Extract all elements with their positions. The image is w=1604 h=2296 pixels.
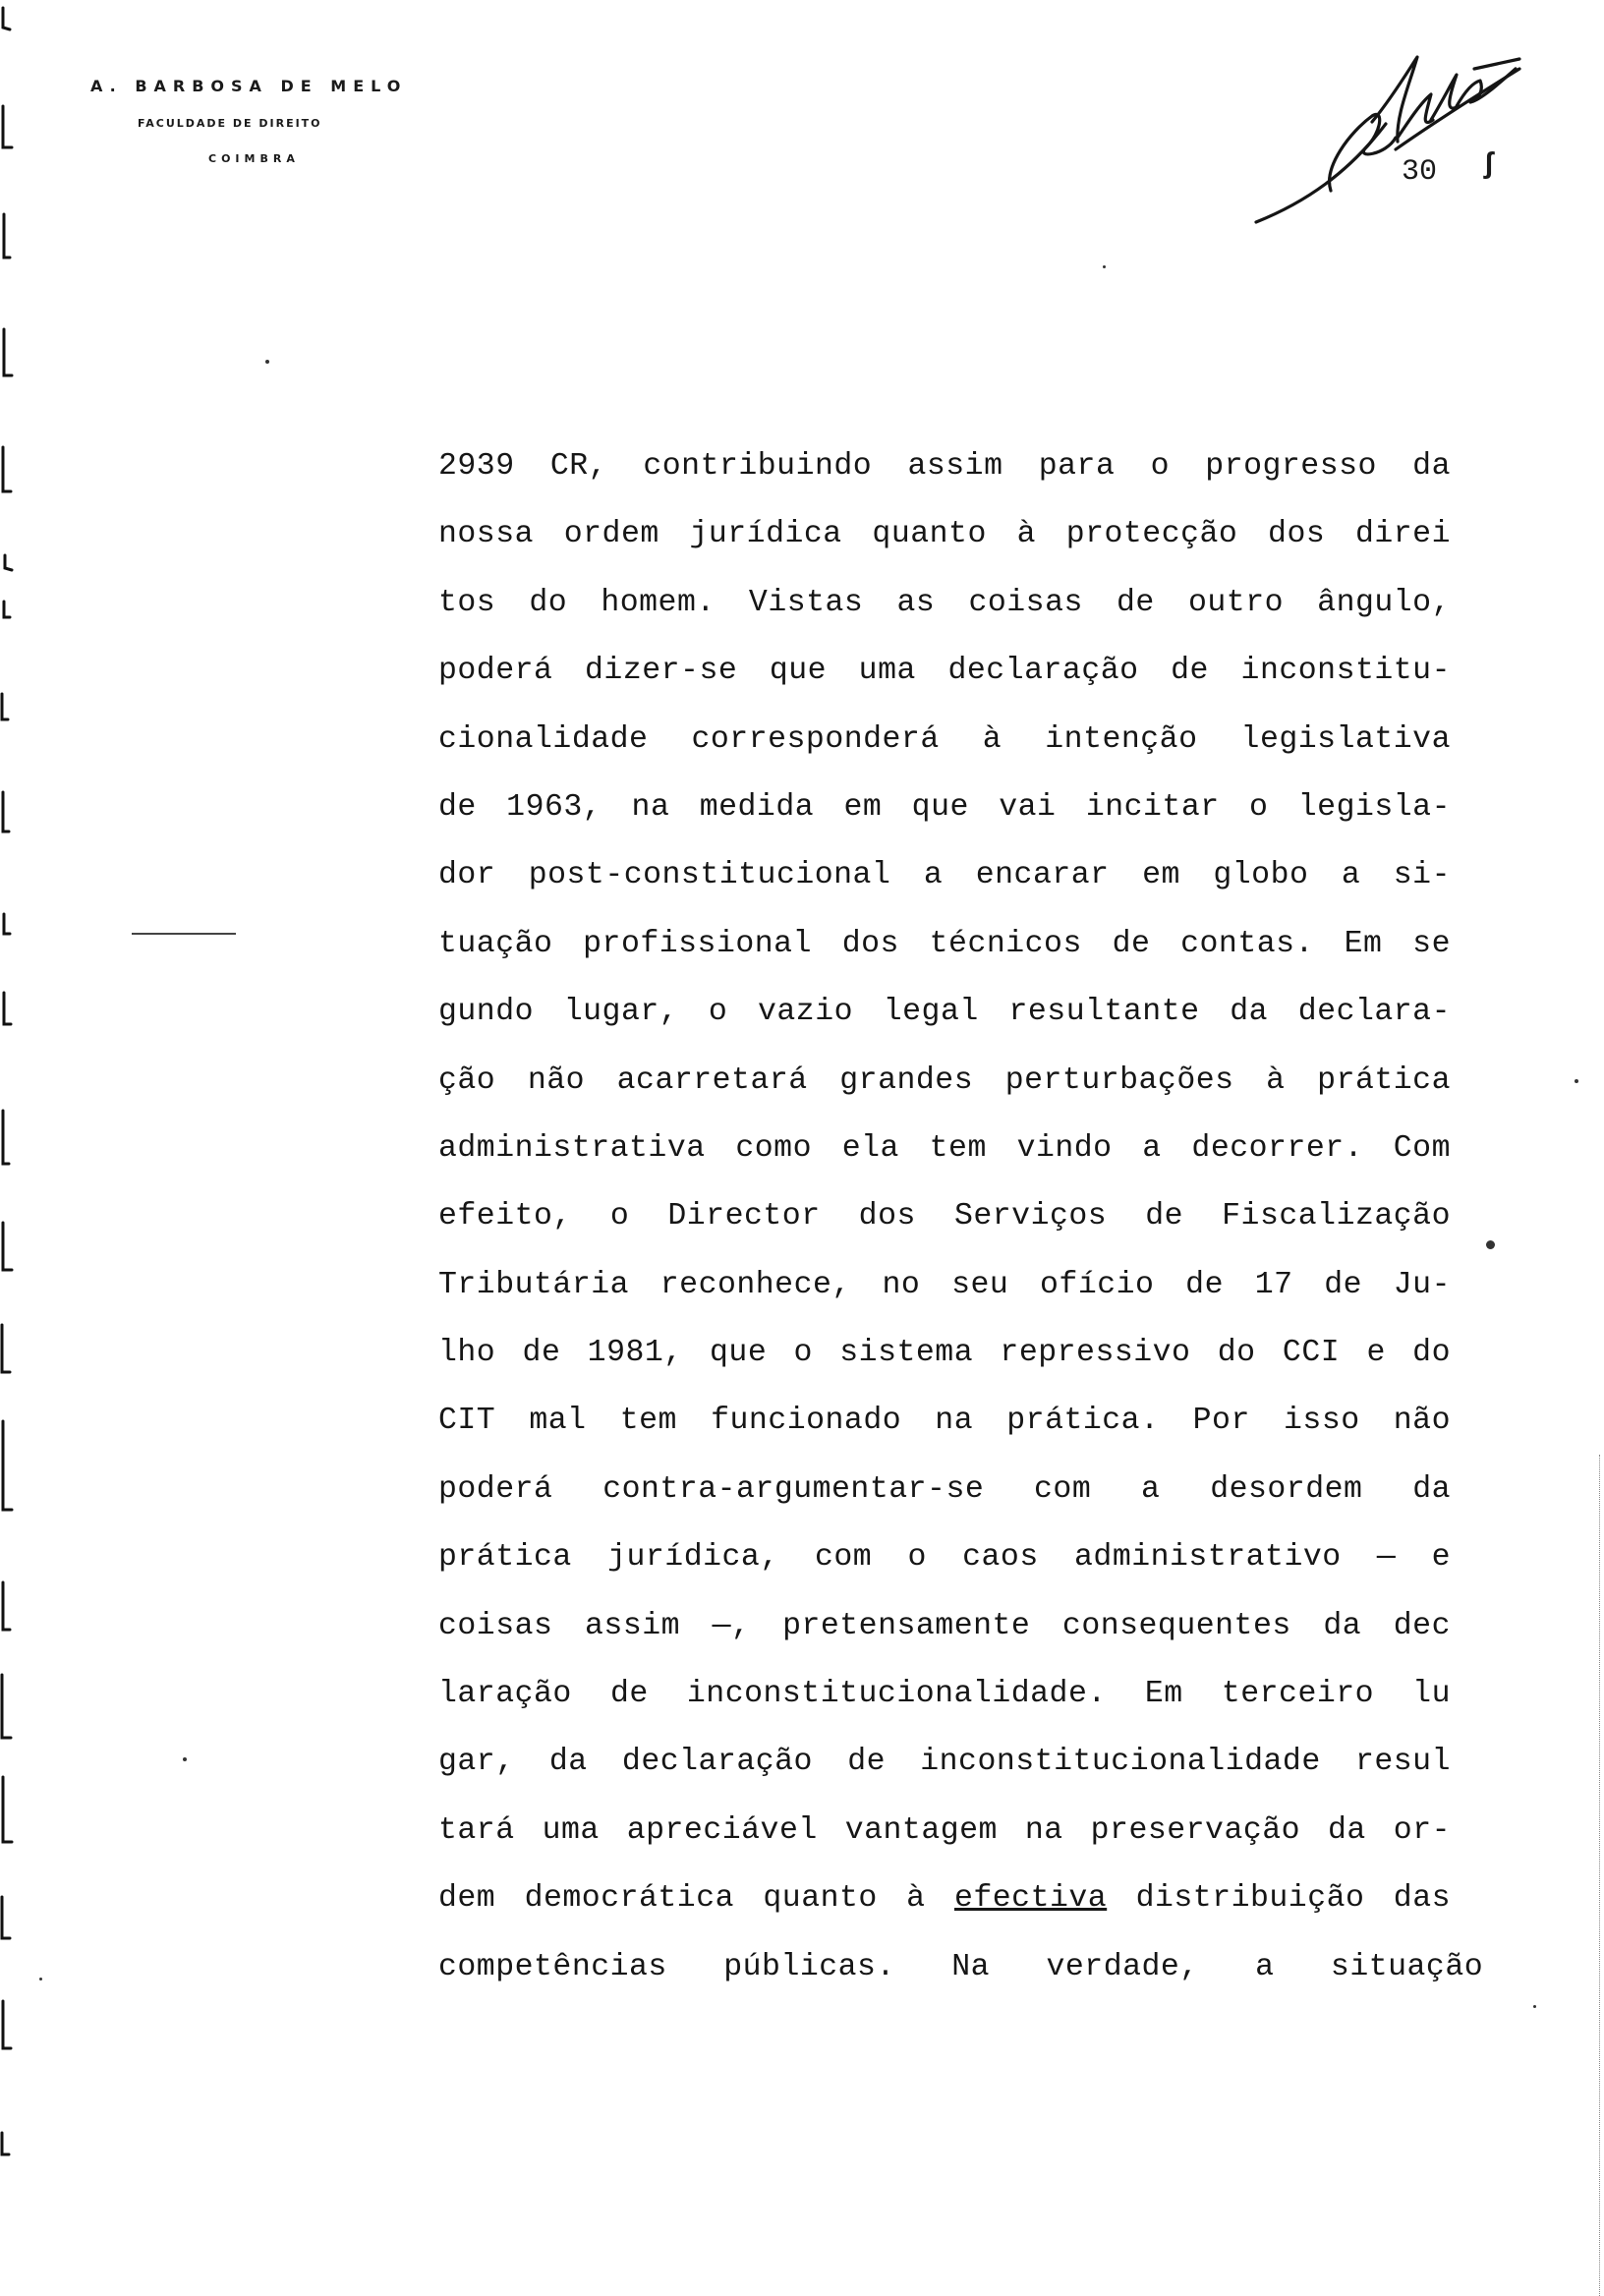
text-segment: dem democrática quanto à [438, 1881, 954, 1917]
speck [39, 1978, 42, 1980]
speck [265, 360, 269, 364]
text-line: laração de inconstitucionalidade. Em terceiro lu [438, 1677, 1451, 1712]
text-line: Tributária reconhece, no seu ofício de 17 de Ju- [438, 1267, 1451, 1302]
text-line: 2939 CR, contribuindo assim para o progresso da [438, 449, 1451, 484]
margin-dash-mark [132, 933, 236, 935]
underlined-word: efectiva [953, 1881, 1108, 1917]
speck [1533, 2005, 1536, 2008]
scan-edge [1599, 1455, 1600, 2296]
text-line: cionalidade corresponderá à intenção legislativa [438, 721, 1451, 757]
text-line: dor post-constitucional a encarar em globo a si- [438, 858, 1451, 893]
text-line: nossa ordem jurídica quanto à protecção dos direi [438, 517, 1451, 552]
text-line: lho de 1981, que o sistema repressivo do CCI e do [438, 1336, 1451, 1371]
text-line: poderá dizer-se que uma declaração de inconstitu- [438, 654, 1451, 689]
speck [1575, 1079, 1578, 1083]
text-line: ção não acarretará grandes perturbações à prática [438, 1062, 1451, 1098]
text-line-with-underline [438, 1865, 1451, 1932]
text-segment: distribuição das [1107, 1881, 1451, 1917]
text-line: administrativa como ela tem vindo a decorrer. Com [438, 1130, 1451, 1166]
text-line: competências públicas. Na verdade, a situação [438, 1949, 1484, 1984]
body-text [438, 432, 1484, 2001]
page-tick-mark: ʃ [1480, 149, 1499, 183]
letterhead-city: COIMBRA [208, 152, 300, 165]
text-line: efeito, o Director dos Serviços de Fiscalização [438, 1199, 1451, 1234]
binding-marks [0, 0, 24, 2296]
text-line: tos do homem. Vistas as coisas de outro ângulo, [438, 585, 1451, 620]
speck [1103, 265, 1106, 268]
text-line: CIT mal tem funcionado na prática. Por isso não [438, 1404, 1451, 1439]
speck [1486, 1240, 1495, 1249]
text-line: gundo lugar, o vazio legal resultante da declara- [438, 995, 1451, 1030]
text-line: tará uma apreciável vantagem na preservação da or- [438, 1812, 1451, 1848]
text-line: prática jurídica, com o caos administrativo — e [438, 1540, 1451, 1576]
text-line: coisas assim —, pretensamente consequentes da dec [438, 1608, 1451, 1643]
text-line: gar, da declaração de inconstitucionalidade resul [438, 1745, 1451, 1780]
letterhead-faculty: FACULDADE DE DIREITO [138, 117, 322, 130]
text-line: tuação profissional dos técnicos de contas. Em se [438, 926, 1451, 961]
page-number: 30 [1402, 155, 1438, 189]
letterhead-name: A. BARBOSA DE MELO [90, 77, 408, 95]
text-line: de 1963, na medida em que vai incitar o legisla- [438, 789, 1451, 825]
speck [183, 1757, 187, 1761]
text-line: poderá contra-argumentar-se com a desordem da [438, 1471, 1451, 1507]
handwritten-signature [1248, 29, 1523, 236]
